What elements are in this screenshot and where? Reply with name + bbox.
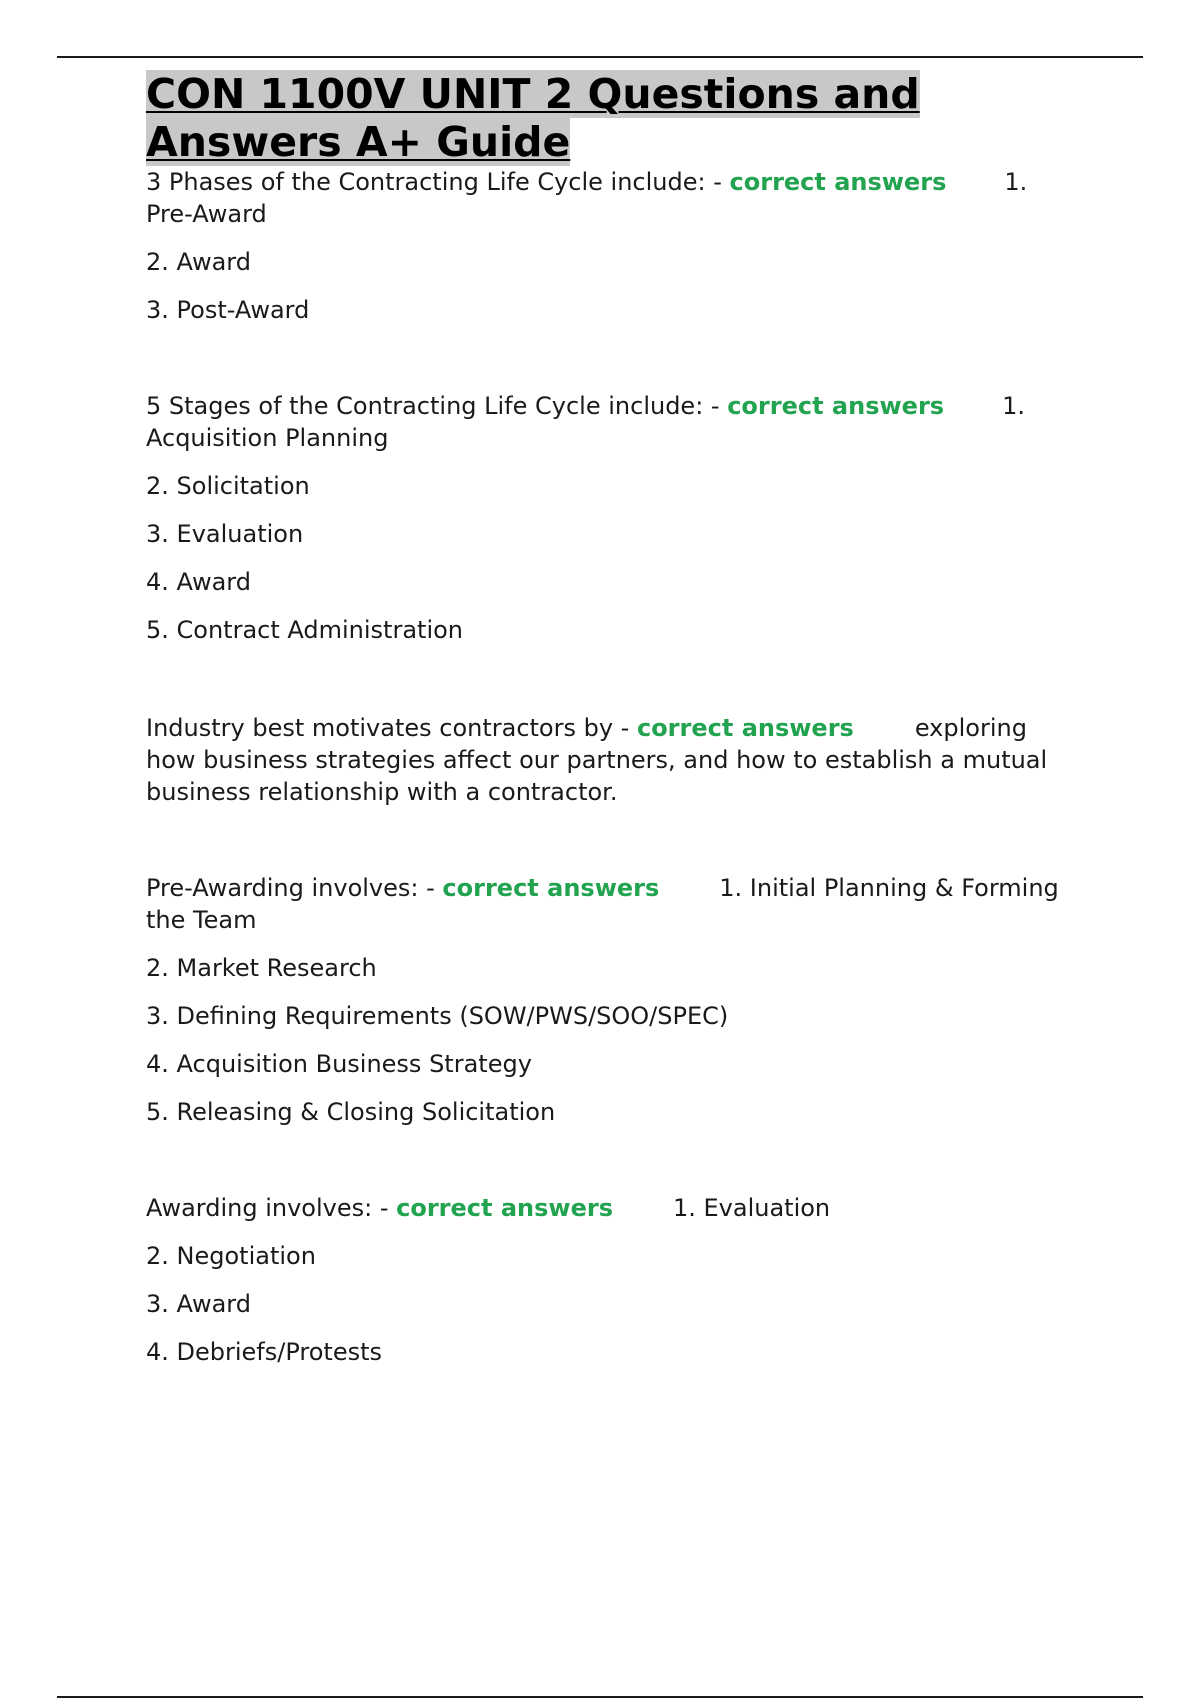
answer-item: 4. Debriefs/Protests (146, 1338, 383, 1366)
qa-block-5 (146, 1192, 1076, 1368)
document-body (146, 70, 1076, 1368)
first-answer: 1. Initial Planning & Forming the Team (146, 874, 1059, 934)
answer-item: 4. Acquisition Business Strategy (146, 1050, 532, 1078)
bottom-rule (57, 1696, 1143, 1698)
correct-answers-label: correct answers (727, 392, 945, 420)
title-line-1: CON 1100V UNIT 2 Questions and (146, 70, 920, 118)
answer-item: 2. Market Research (146, 954, 377, 982)
answer-item: 3. Post-Award (146, 296, 310, 324)
question-prompt: Awarding involves: - (146, 1194, 397, 1222)
answer-item: 3. Defining Requirements (SOW/PWS/SOO/SPEC) (146, 1002, 729, 1030)
first-answer: 1. Evaluation (672, 1194, 831, 1222)
answer-item: 3. Evaluation (146, 520, 304, 548)
qa-block-3 (146, 712, 1076, 808)
title-line-2: Answers A+ Guide (146, 118, 571, 166)
correct-answers-label: correct answers (636, 714, 854, 742)
answer-item: 2. Award (146, 248, 251, 276)
document-title (146, 70, 1076, 166)
correct-answers-label: correct answers (729, 168, 947, 196)
qa-block-2 (146, 390, 1076, 646)
question-prompt: 5 Stages of the Contracting Life Cycle include: - (146, 392, 728, 420)
correct-answers-label: correct answers (442, 874, 660, 902)
top-rule (57, 56, 1143, 58)
question-4 (146, 872, 1076, 936)
answer-item: 2. Solicitation (146, 472, 310, 500)
correct-answers-label: correct answers (396, 1194, 613, 1222)
first-answer: 1. Pre-Award (146, 168, 1028, 228)
qa-block-1 (146, 166, 1076, 326)
qa-block-4 (146, 872, 1076, 1128)
question-1 (146, 166, 1076, 230)
question-3 (146, 712, 1076, 808)
question-prompt: Pre-Awarding involves: - (146, 874, 443, 902)
answer-item: 3. Award (146, 1290, 251, 1318)
first-answer: 1. Acquisition Planning (146, 392, 1025, 452)
answer-item: 5. Releasing & Closing Solicitation (146, 1098, 556, 1126)
answer-item: 2. Negotiation (146, 1242, 316, 1270)
question-2 (146, 390, 1076, 454)
question-5 (146, 1192, 1076, 1224)
question-prompt: 3 Phases of the Contracting Life Cycle include: - (146, 168, 730, 196)
answer-item: 5. Contract Administration (146, 616, 464, 644)
first-answer: exploring how business strategies affect our partners, and how to establish a mutual business relationship with a contractor. (146, 714, 1048, 806)
answer-item: 4. Award (146, 568, 251, 596)
question-prompt: Industry best motivates contractors by - (146, 714, 637, 742)
